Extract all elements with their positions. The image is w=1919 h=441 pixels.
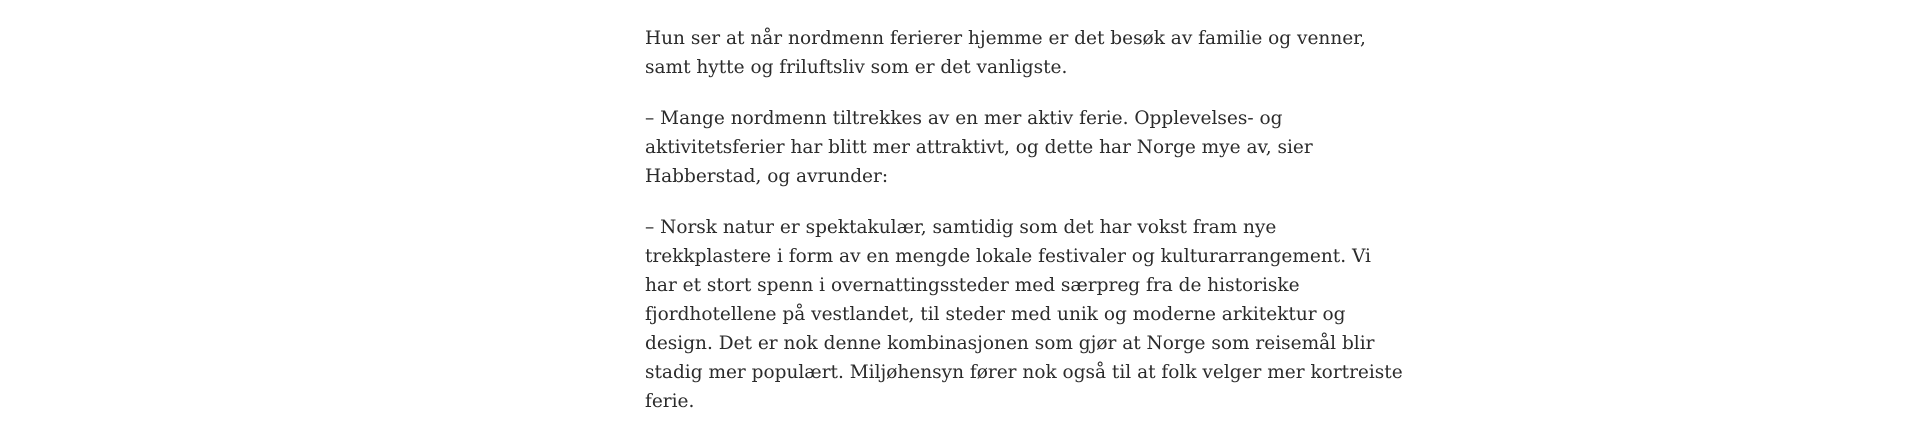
paragraph-line: design. Det er nok denne kombinasjonen som gjør at Norge som reisemål blir	[645, 333, 1375, 354]
paragraph-line: – Mange nordmenn tiltrekkes av en mer aktiv ferie. Opplevelses- og	[645, 108, 1283, 129]
paragraph-line: Habberstad, og avrunder:	[645, 166, 889, 187]
paragraph-line: samt hytte og friluftsliv som er det vanligste.	[645, 57, 1068, 78]
paragraph-active-holidays-quote	[645, 104, 1313, 191]
paragraph-line: – Norsk natur er spektakulær, samtidig som det har vokst fram nye	[645, 217, 1277, 238]
paragraph-line: aktivitetsferier har blitt mer attraktivt, og dette har Norge mye av, sier	[645, 137, 1313, 158]
paragraph-line: har et stort spenn i overnattingssteder med særpreg fra de historiske	[645, 275, 1300, 296]
paragraph-line: ferie.	[645, 391, 695, 412]
paragraph-nature-quote	[645, 213, 1403, 416]
paragraph-family-holidays	[645, 24, 1366, 82]
paragraph-line: Hun ser at når nordmenn ferierer hjemme er det besøk av familie og venner,	[645, 28, 1366, 49]
paragraph-line: fjordhotellene på vestlandet, til steder med unik og moderne arkitektur og	[645, 304, 1346, 325]
paragraph-line: trekkplastere i form av en mengde lokale festivaler og kulturarrangement. Vi	[645, 246, 1371, 267]
article-body	[645, 24, 1403, 438]
paragraph-line: stadig mer populært. Miljøhensyn fører nok også til at folk velger mer kortreiste	[645, 362, 1403, 383]
